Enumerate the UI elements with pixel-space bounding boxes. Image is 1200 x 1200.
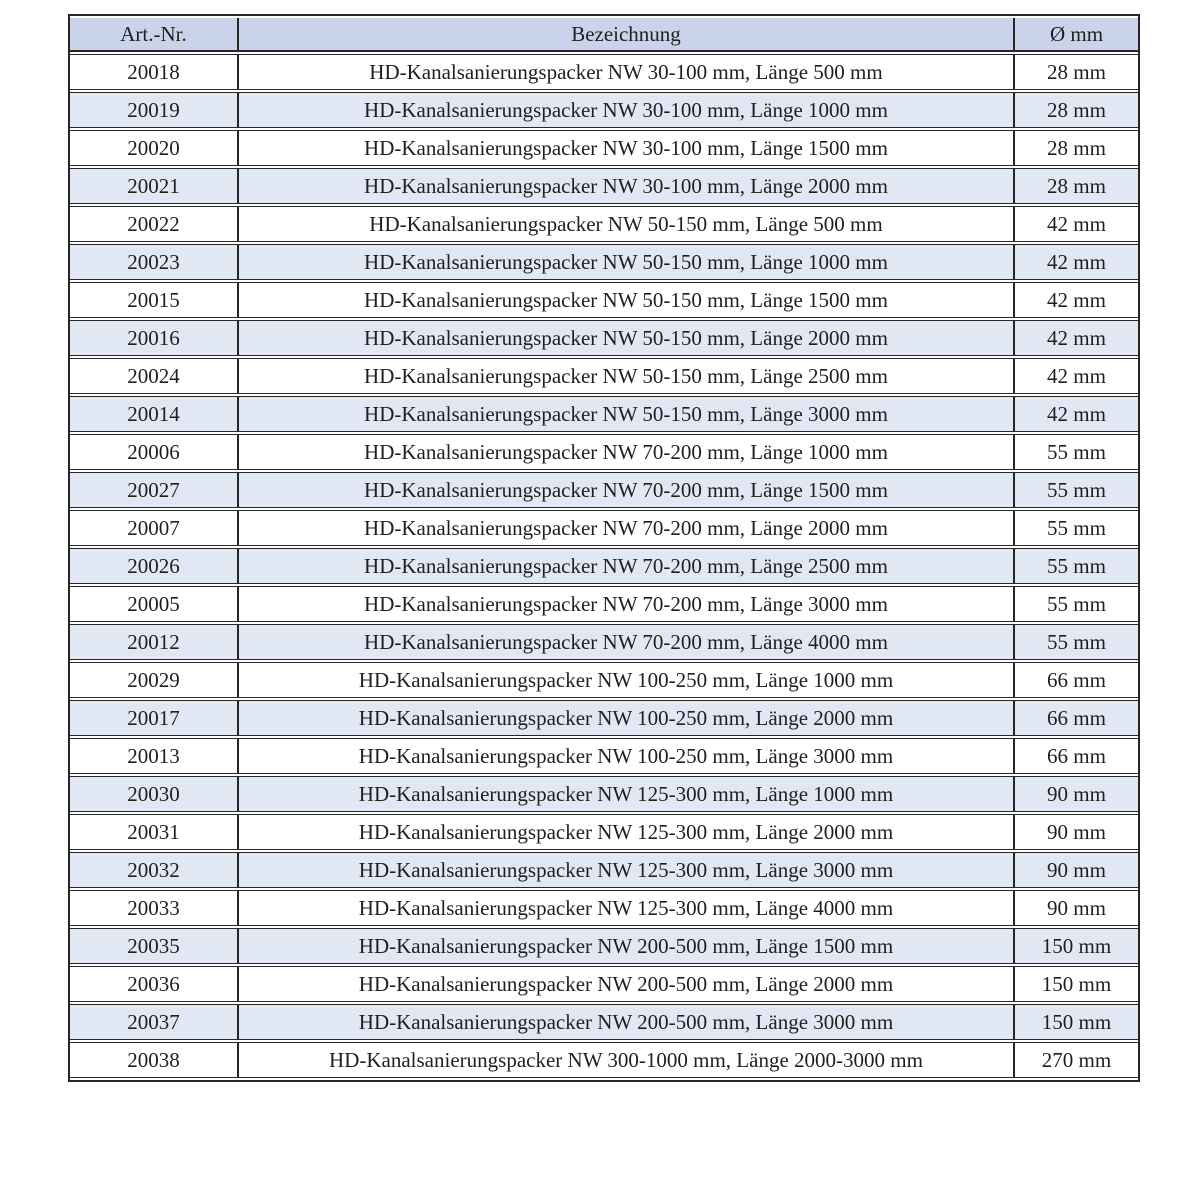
table-row — [70, 130, 1138, 166]
table-row — [70, 852, 1138, 888]
header-row — [70, 18, 1138, 52]
cell-diameter: 66 mm — [1015, 738, 1138, 774]
cell-diameter: 90 mm — [1015, 852, 1138, 888]
cell-artnr: 20031 — [70, 814, 239, 850]
cell-diameter: 90 mm — [1015, 890, 1138, 926]
table-row — [70, 358, 1138, 394]
cell-bezeichnung: HD-Kanalsanierungspacker NW 70-200 mm, Länge 3000 mm — [239, 586, 1015, 622]
cell-artnr: 20006 — [70, 434, 239, 470]
cell-bezeichnung: HD-Kanalsanierungspacker NW 50-150 mm, Länge 2500 mm — [239, 358, 1015, 394]
cell-diameter: 42 mm — [1015, 206, 1138, 242]
cell-artnr: 20022 — [70, 206, 239, 242]
table-row — [70, 320, 1138, 356]
table-row — [70, 624, 1138, 660]
cell-bezeichnung: HD-Kanalsanierungspacker NW 100-250 mm, Länge 1000 mm — [239, 662, 1015, 698]
table-row — [70, 738, 1138, 774]
cell-diameter: 150 mm — [1015, 928, 1138, 964]
cell-artnr: 20030 — [70, 776, 239, 812]
table-row — [70, 510, 1138, 546]
cell-bezeichnung: HD-Kanalsanierungspacker NW 125-300 mm, Länge 3000 mm — [239, 852, 1015, 888]
table-row — [70, 662, 1138, 698]
cell-bezeichnung: HD-Kanalsanierungspacker NW 50-150 mm, Länge 500 mm — [239, 206, 1015, 242]
cell-bezeichnung: HD-Kanalsanierungspacker NW 100-250 mm, Länge 3000 mm — [239, 738, 1015, 774]
column-header-diameter: Ø mm — [1015, 18, 1138, 52]
table-row — [70, 928, 1138, 964]
cell-diameter: 150 mm — [1015, 1004, 1138, 1040]
cell-artnr: 20026 — [70, 548, 239, 584]
table-row — [70, 966, 1138, 1002]
cell-bezeichnung: HD-Kanalsanierungspacker NW 200-500 mm, Länge 3000 mm — [239, 1004, 1015, 1040]
cell-bezeichnung: HD-Kanalsanierungspacker NW 200-500 mm, Länge 2000 mm — [239, 966, 1015, 1002]
cell-diameter: 42 mm — [1015, 244, 1138, 280]
table-row — [70, 776, 1138, 812]
cell-artnr: 20032 — [70, 852, 239, 888]
cell-artnr: 20005 — [70, 586, 239, 622]
table-row — [70, 1042, 1138, 1078]
cell-diameter: 28 mm — [1015, 130, 1138, 166]
table-row — [70, 1004, 1138, 1040]
cell-bezeichnung: HD-Kanalsanierungspacker NW 30-100 mm, Länge 2000 mm — [239, 168, 1015, 204]
table-row — [70, 700, 1138, 736]
cell-diameter: 66 mm — [1015, 700, 1138, 736]
cell-artnr: 20036 — [70, 966, 239, 1002]
cell-bezeichnung: HD-Kanalsanierungspacker NW 125-300 mm, Länge 4000 mm — [239, 890, 1015, 926]
cell-diameter: 55 mm — [1015, 434, 1138, 470]
cell-bezeichnung: HD-Kanalsanierungspacker NW 125-300 mm, Länge 2000 mm — [239, 814, 1015, 850]
cell-artnr: 20020 — [70, 130, 239, 166]
cell-bezeichnung: HD-Kanalsanierungspacker NW 50-150 mm, Länge 2000 mm — [239, 320, 1015, 356]
cell-artnr: 20023 — [70, 244, 239, 280]
cell-artnr: 20038 — [70, 1042, 239, 1078]
cell-artnr: 20012 — [70, 624, 239, 660]
cell-diameter: 55 mm — [1015, 472, 1138, 508]
cell-bezeichnung: HD-Kanalsanierungspacker NW 50-150 mm, Länge 1000 mm — [239, 244, 1015, 280]
cell-bezeichnung: HD-Kanalsanierungspacker NW 200-500 mm, Länge 1500 mm — [239, 928, 1015, 964]
cell-bezeichnung: HD-Kanalsanierungspacker NW 30-100 mm, Länge 1000 mm — [239, 92, 1015, 128]
table-row — [70, 282, 1138, 318]
cell-bezeichnung: HD-Kanalsanierungspacker NW 30-100 mm, Länge 500 mm — [239, 54, 1015, 90]
table-row — [70, 814, 1138, 850]
cell-artnr: 20013 — [70, 738, 239, 774]
cell-diameter: 90 mm — [1015, 776, 1138, 812]
cell-diameter: 55 mm — [1015, 510, 1138, 546]
cell-bezeichnung: HD-Kanalsanierungspacker NW 70-200 mm, Länge 2500 mm — [239, 548, 1015, 584]
cell-bezeichnung: HD-Kanalsanierungspacker NW 30-100 mm, Länge 1500 mm — [239, 130, 1015, 166]
cell-diameter: 42 mm — [1015, 320, 1138, 356]
product-table — [68, 14, 1140, 1082]
cell-bezeichnung: HD-Kanalsanierungspacker NW 50-150 mm, Länge 3000 mm — [239, 396, 1015, 432]
table-row — [70, 890, 1138, 926]
cell-diameter: 28 mm — [1015, 54, 1138, 90]
cell-diameter: 55 mm — [1015, 624, 1138, 660]
table-header — [70, 18, 1138, 52]
cell-artnr: 20029 — [70, 662, 239, 698]
table-row — [70, 206, 1138, 242]
cell-artnr: 20017 — [70, 700, 239, 736]
cell-diameter: 150 mm — [1015, 966, 1138, 1002]
cell-artnr: 20033 — [70, 890, 239, 926]
cell-diameter: 55 mm — [1015, 586, 1138, 622]
cell-diameter: 28 mm — [1015, 168, 1138, 204]
cell-bezeichnung: HD-Kanalsanierungspacker NW 125-300 mm, Länge 1000 mm — [239, 776, 1015, 812]
cell-artnr: 20016 — [70, 320, 239, 356]
cell-diameter: 55 mm — [1015, 548, 1138, 584]
cell-bezeichnung: HD-Kanalsanierungspacker NW 300-1000 mm, Länge 2000-3000 mm — [239, 1042, 1015, 1078]
cell-artnr: 20015 — [70, 282, 239, 318]
table-row — [70, 92, 1138, 128]
cell-bezeichnung: HD-Kanalsanierungspacker NW 70-200 mm, Länge 4000 mm — [239, 624, 1015, 660]
cell-bezeichnung: HD-Kanalsanierungspacker NW 70-200 mm, Länge 2000 mm — [239, 510, 1015, 546]
cell-diameter: 66 mm — [1015, 662, 1138, 698]
cell-diameter: 28 mm — [1015, 92, 1138, 128]
cell-diameter: 270 mm — [1015, 1042, 1138, 1078]
cell-artnr: 20027 — [70, 472, 239, 508]
table-row — [70, 168, 1138, 204]
cell-artnr: 20024 — [70, 358, 239, 394]
table-row — [70, 472, 1138, 508]
table-row — [70, 54, 1138, 90]
cell-artnr: 20037 — [70, 1004, 239, 1040]
cell-diameter: 42 mm — [1015, 282, 1138, 318]
table-row — [70, 548, 1138, 584]
cell-artnr: 20019 — [70, 92, 239, 128]
cell-diameter: 42 mm — [1015, 358, 1138, 394]
table-row — [70, 434, 1138, 470]
column-header-artnr: Art.-Nr. — [70, 18, 239, 52]
cell-diameter: 42 mm — [1015, 396, 1138, 432]
table-body — [70, 54, 1138, 1078]
table-row — [70, 244, 1138, 280]
cell-artnr: 20021 — [70, 168, 239, 204]
table-row — [70, 396, 1138, 432]
cell-diameter: 90 mm — [1015, 814, 1138, 850]
cell-artnr: 20014 — [70, 396, 239, 432]
column-header-bezeichnung: Bezeichnung — [239, 18, 1015, 52]
cell-artnr: 20007 — [70, 510, 239, 546]
cell-bezeichnung: HD-Kanalsanierungspacker NW 50-150 mm, Länge 1500 mm — [239, 282, 1015, 318]
cell-artnr: 20035 — [70, 928, 239, 964]
cell-bezeichnung: HD-Kanalsanierungspacker NW 100-250 mm, Länge 2000 mm — [239, 700, 1015, 736]
cell-bezeichnung: HD-Kanalsanierungspacker NW 70-200 mm, Länge 1000 mm — [239, 434, 1015, 470]
cell-bezeichnung: HD-Kanalsanierungspacker NW 70-200 mm, Länge 1500 mm — [239, 472, 1015, 508]
cell-artnr: 20018 — [70, 54, 239, 90]
table-row — [70, 586, 1138, 622]
